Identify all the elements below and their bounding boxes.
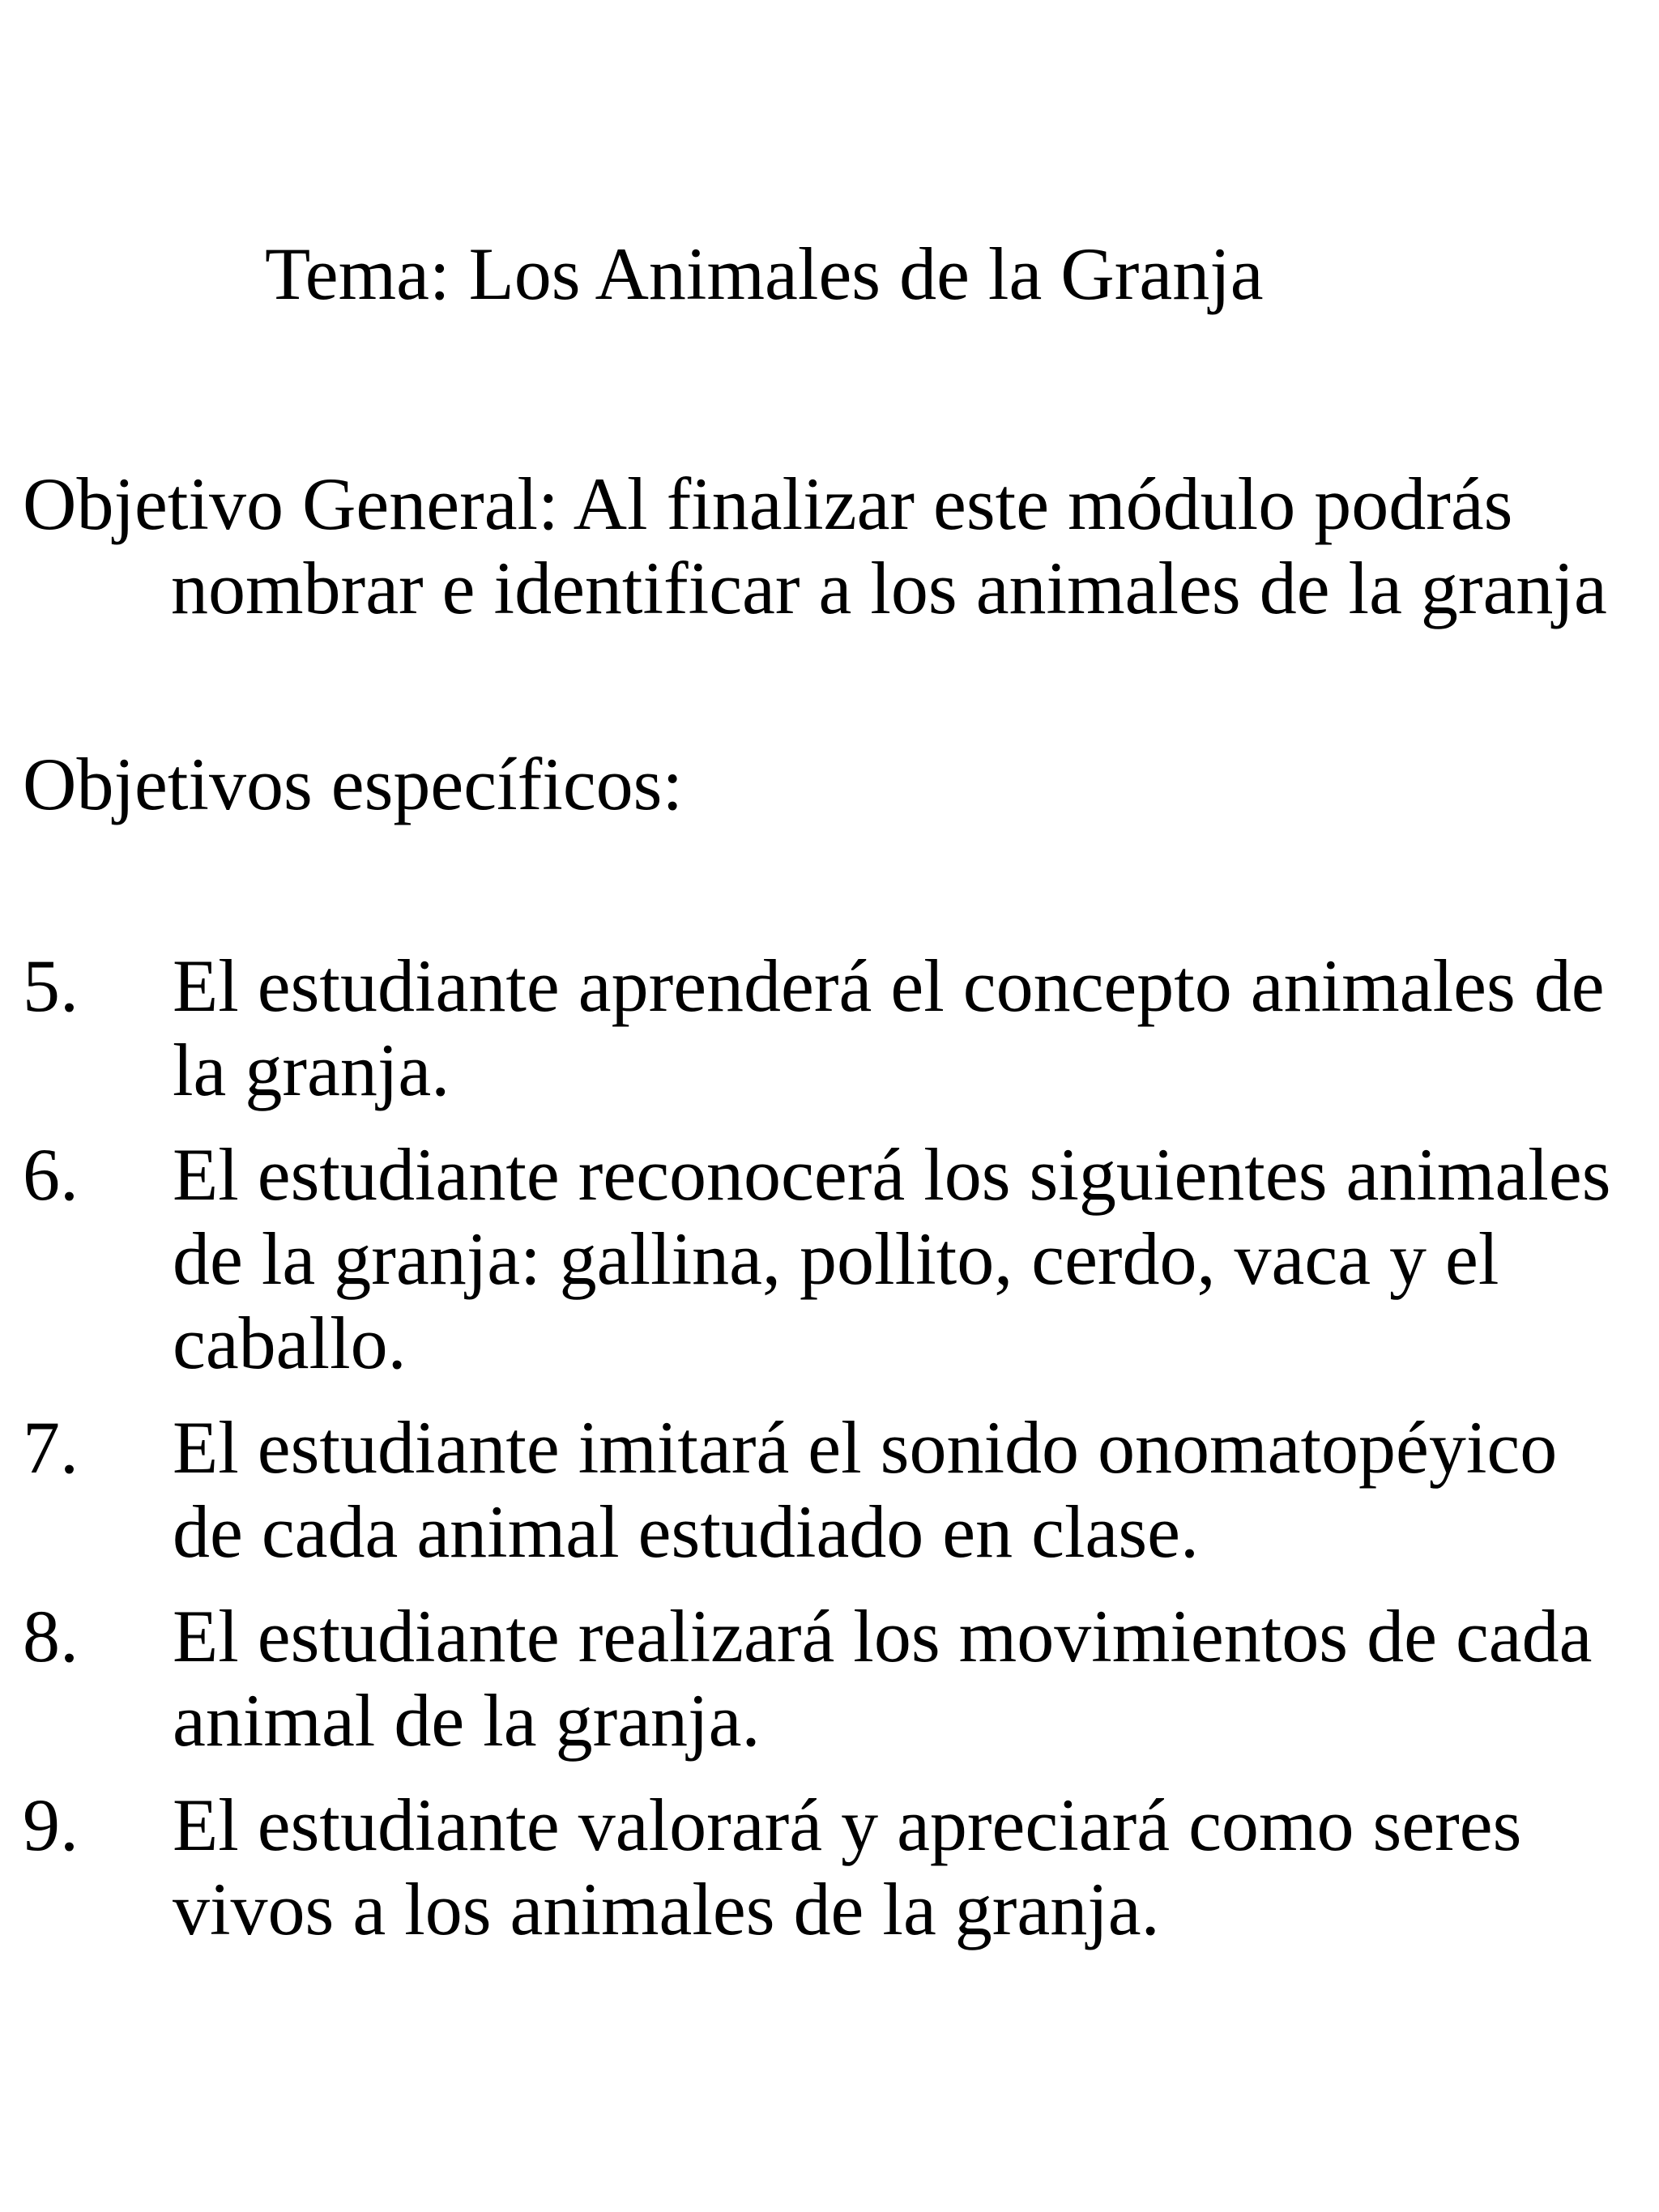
objective-text: El estudiante imitará el sonido onomatopéyico de cada animal estudiado en clase. <box>173 1406 1558 1573</box>
specific-objectives-heading: Objetivos específicos: <box>23 743 684 825</box>
general-objective <box>23 462 1635 630</box>
objective-item <box>23 1783 1643 1951</box>
general-objective-line-2: nombrar e identificar a los animales de la granja <box>171 547 1607 629</box>
objective-item <box>23 944 1643 1112</box>
objective-number: 8. <box>23 1595 79 1677</box>
specific-objectives-list <box>23 944 1643 1971</box>
objective-number: 9. <box>23 1784 79 1866</box>
document-title: Tema: Los Animales de la Granja <box>265 232 1264 315</box>
objective-item <box>23 1132 1643 1385</box>
objective-text: El estudiante valorará y apreciará como seres vivos a los animales de la granja. <box>173 1784 1522 1950</box>
objective-text: El estudiante aprenderá el concepto animales de la granja. <box>173 944 1605 1111</box>
objective-text: El estudiante realizará los movimientos de cada animal de la granja. <box>173 1595 1593 1762</box>
general-objective-line-1: Objetivo General: Al finalizar este módulo podrás <box>23 462 1513 545</box>
objective-number: 6. <box>23 1133 79 1216</box>
objective-text: El estudiante reconocerá los siguientes animales de la granja: gallina, pollito, cerdo, vaca y el caballo. <box>173 1133 1611 1384</box>
objective-item <box>23 1405 1643 1574</box>
objective-number: 7. <box>23 1406 79 1489</box>
objective-item <box>23 1594 1643 1762</box>
objective-number: 5. <box>23 944 79 1027</box>
